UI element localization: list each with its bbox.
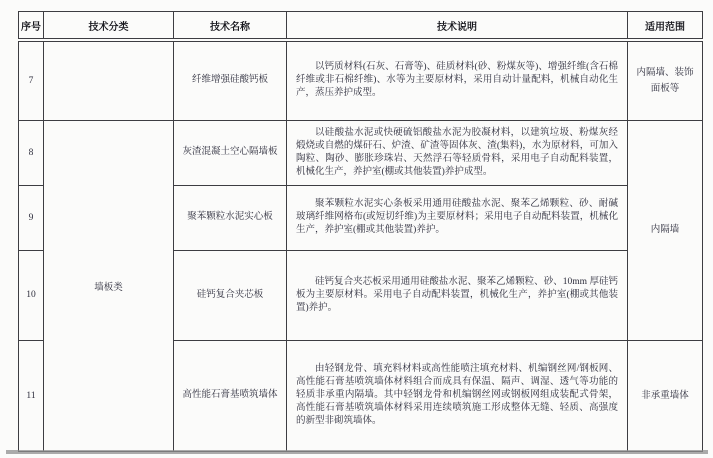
serial-cell: 10 xyxy=(19,250,44,340)
tech-name-cell: 高性能石膏基喷筑墙体 xyxy=(174,340,287,451)
category-cell-empty xyxy=(44,40,174,120)
description-cell: 硅钙复合夹芯板采用通用硅酸盐水泥、聚苯乙烯颗粒、砂、10mm 厚硅钙板为主要原材料。采用电子自动配料装置，机械化生产，养护室(棚或其他装置)养护。 xyxy=(287,250,628,340)
tech-name-cell: 纤维增强硅酸钙板 xyxy=(174,40,287,120)
header-applicable-scope: 适用范围 xyxy=(628,12,703,41)
description-cell: 由轻钢龙骨、填充料材料或高性能喷注填充材料、机编钢丝网/钢板网、高性能石膏基喷筑墙体材料组合而成具有保温、隔声、调湿、透气等功能的轻质非承重内隔墙。其中轻钢龙骨和机编钢丝网或钢板网组成装配式骨架，高性能石膏基喷筑墙体材料采用连续喷筑施工形成整体无缝、轻质、高强度的新型非砌筑墙体。 xyxy=(287,340,628,451)
tech-name-cell: 灰渣混凝土空心隔墙板 xyxy=(174,120,287,185)
header-serial-number: 序号 xyxy=(19,12,44,41)
serial-cell: 7 xyxy=(19,40,44,120)
scope-cell: 非承重墙体 xyxy=(628,340,703,451)
header-tech-category: 技术分类 xyxy=(44,12,174,41)
description-cell: 以硅酸盐水泥或快硬硫铝酸盐水泥为胶凝材料，以建筑垃圾、粉煤灰经煅烧或自燃的煤矸石、炉渣、矿渣等固体灰、渣(集料)，水为原材料，可加入陶粒、陶砂、膨胀珍珠岩、天然浮石等轻质骨料，采用电子自动配料装置，机械化生产，养护室(棚或其他装置)养护成型。 xyxy=(287,120,628,185)
table-row-8 xyxy=(19,120,703,185)
scope-cell: 内隔墙、装饰面板等 xyxy=(628,40,703,120)
header-tech-description: 技术说明 xyxy=(287,12,628,41)
tech-name-cell: 聚苯颗粒水泥实心板 xyxy=(174,185,287,250)
serial-cell: 11 xyxy=(19,340,44,451)
table-header-row xyxy=(19,12,703,41)
scope-cell-merged: 内隔墙 xyxy=(628,120,703,340)
tech-name-cell: 硅钙复合夹芯板 xyxy=(174,250,287,340)
serial-cell: 9 xyxy=(19,185,44,250)
page-bottom-shadow xyxy=(6,450,708,454)
serial-cell: 8 xyxy=(19,120,44,185)
description-cell: 以钙质材料(石灰、石膏等)、硅质材料(砂、粉煤灰等)、增强纤维(含石棉纤维或非石棉纤维)、水等为主要原材料，采用自动计量配料，机械自动化生产，蒸压养护成型。 xyxy=(287,40,628,120)
header-tech-name: 技术名称 xyxy=(174,12,287,41)
description-cell: 聚苯颗粒水泥实心条板采用通用硅酸盐水泥、聚苯乙烯颗粒、砂、耐碱玻璃纤维网格布(或短切纤维)为主要原材料；采用电子自动配料装置，机械化生产，养护室(棚或其他装置)养护。 xyxy=(287,185,628,250)
technology-table xyxy=(18,11,703,452)
category-cell-merged: 墙板类 xyxy=(44,120,174,451)
table-row-7 xyxy=(19,40,703,120)
